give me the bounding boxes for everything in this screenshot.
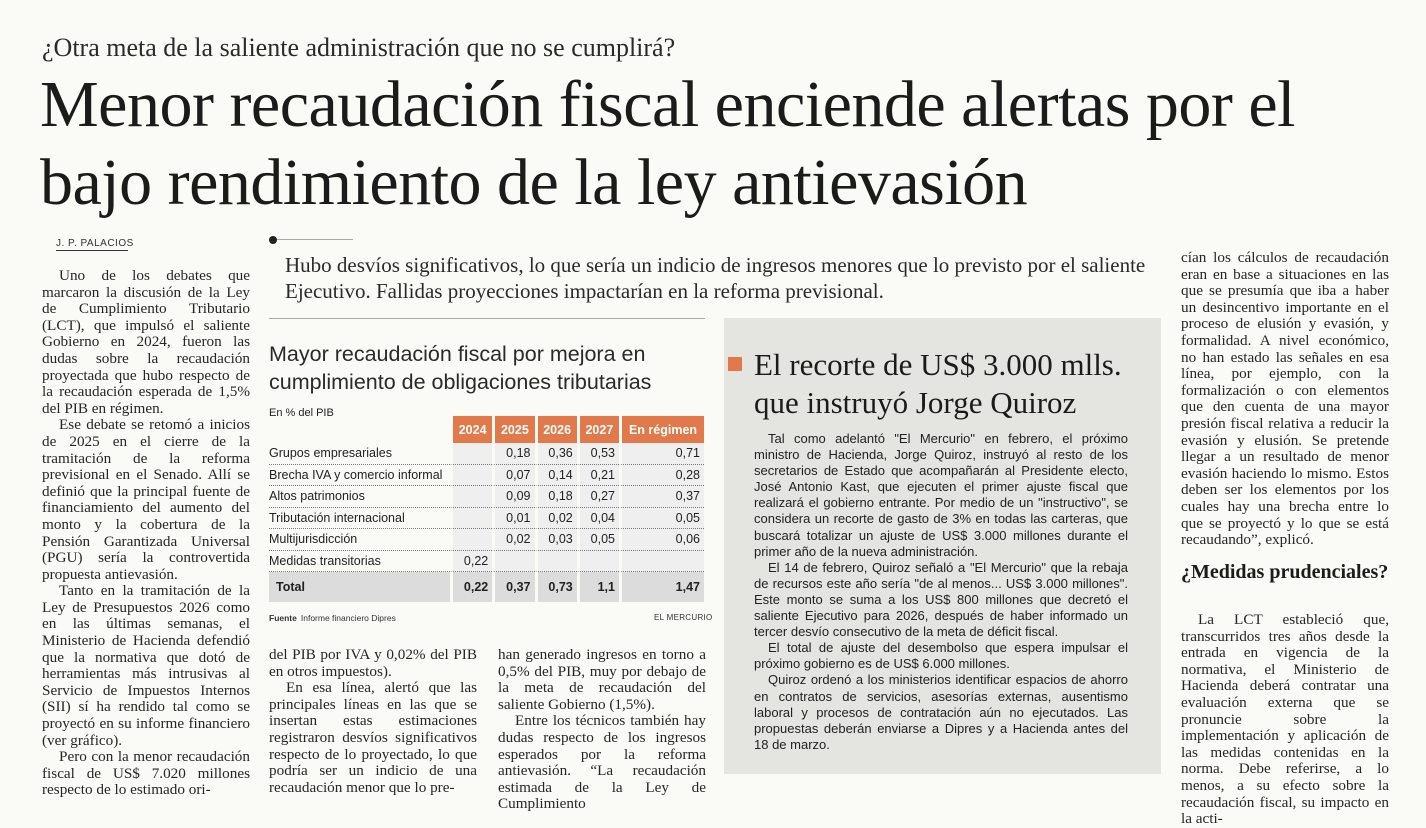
table-cell: 0,27 — [577, 486, 619, 508]
article-kicker: ¿Otra meta de la saliente administración que no se cumplirá? — [42, 33, 676, 62]
article-lead: Hubo desvíos significativos, lo que sería un indicio de ingresos menores que lo previsto por el saliente Ejecutivo. Fallidas proyecciones impactarían en la reforma previsional. — [285, 253, 1146, 303]
paragraph: cían los cálculos de recaudación eran en base a situaciones en las que se presumía que iba a haber un desincentivo importante en el proceso de elusión y evasión, y formalidad. A nivel económico, no han estado las señales en esa línea, por ejemplo, con la formalización o con elementos que den cuenta de una mayor presión fiscal relativa a reducir la evasión y elusión. Se pretende llegar a un resultado de menor evasión haciendo lo mismo. Estos deben ser los elementos por los cuales hay una brecha entre lo que se proyectó y lo que se está recaudando”, explicó. — [1181, 249, 1389, 549]
table-cell — [619, 551, 704, 573]
body-column-4 — [498, 647, 706, 813]
table-cell: 0,01 — [492, 508, 534, 530]
table-cell: 0,36 — [535, 443, 577, 465]
table-cell — [492, 551, 534, 573]
paragraph: Quiroz ordenó a los ministerios identificar espacios de ahorro en contratos de servicios, asesorías externas, ausentismo laboral y procesos de contratación aún no ejecutados. Las propuestas deberán enviarse a Dipres y a Hacienda antes del 18 de marzo. — [754, 672, 1128, 752]
chart-source — [269, 613, 396, 623]
paragraph: Ese debate se retomó a inicios de 2025 en el cierre de la tramitación de la reforma previsional en el Senado. Allí se definió que la principal fuente de financiamiento del aumento del monto y la cobertura de la Pensión Garantizada Universal (PGU) sería la controvertida propuesta antievasión. — [42, 416, 250, 583]
table-cell — [535, 551, 577, 573]
body-column-6b — [1181, 612, 1389, 828]
total-cell: 1,1 — [577, 572, 619, 602]
table-cell — [450, 443, 492, 465]
table-cell: 0,06 — [619, 529, 704, 551]
table-row — [269, 529, 704, 551]
chart-credit: EL MERCURIO — [654, 613, 713, 622]
square-bullet-icon — [728, 357, 742, 371]
table-cell: 0,37 — [619, 486, 704, 508]
row-label: Brecha IVA y comercio informal — [269, 465, 450, 487]
row-label: Multijurisdicción — [269, 529, 450, 551]
table-header-blank — [269, 416, 450, 443]
row-label: Grupos empresariales — [269, 443, 450, 465]
table-header-cell: 2025 — [492, 416, 534, 443]
table-cell — [450, 486, 492, 508]
paragraph: Pero con la menor recaudación fiscal de US$ 7.020 millones respecto de lo estimado ori- — [42, 748, 250, 799]
paragraph: Tanto en la tramitación de la Ley de Presupuestos 2026 como en las últimas semanas, el Ministerio de Hacienda defendió que la normativa que dotó de herramientas más intrusivas al Servicio de Impuestos Internos (SII) sí ha rendido tal como se proyectó en su informe financiero (ver gráfico). — [42, 582, 250, 749]
table-cell: 0,18 — [535, 486, 577, 508]
article-headline: Menor recaudación fiscal enciende alertas por el bajo rendimiento de la ley antievasión — [40, 68, 1296, 219]
table-row — [269, 508, 704, 530]
table-cell — [450, 508, 492, 530]
table-cell: 0,18 — [492, 443, 534, 465]
table-cell: 0,09 — [492, 486, 534, 508]
row-label: Tributación internacional — [269, 508, 450, 530]
lead-divider — [277, 239, 353, 240]
table-cell: 0,21 — [577, 465, 619, 487]
paragraph: han generado ingresos en torno a 0,5% del PIB, muy por debajo de la meta de recaudación del saliente Gobierno (1,5%). — [498, 646, 706, 713]
table-row — [269, 551, 704, 573]
table-cell: 0,03 — [535, 529, 577, 551]
paragraph: El total de ajuste del desembolso que espera impulsar el próximo gobierno es de US$ 6.000 millones. — [754, 640, 1128, 672]
table-cell: 0,07 — [492, 465, 534, 487]
paragraph: Tal como adelantó "El Mercurio" en febrero, el próximo ministro de Hacienda, Jorge Quiroz, instruyó al resto de los secretarios de Estado que acompañarán al Presidente electo, José Antonio Kast, que ejecuten el primer ajuste fiscal que realizará el gobierno entrante. Por medio de un "instructivo", se considera un recorte de gasto de 3% en todas las carteras, que buscará totalizar un ajuste de US$ 3.000 millones durante el primer año de la nueva administración. — [754, 431, 1128, 559]
byline: J. P. PALACIOS — [56, 238, 134, 249]
data-table — [269, 416, 704, 602]
table-row — [269, 486, 704, 508]
table-cell — [577, 551, 619, 573]
source-label: Fuente — [269, 613, 297, 623]
chart-title: Mayor recaudación fiscal por mejora en cumplimiento de obligaciones tributarias — [269, 342, 652, 394]
table-header-cell: 2024 — [450, 416, 492, 443]
chart-unit: En % del PIB — [269, 407, 334, 419]
lead-bottom-rule — [269, 318, 705, 319]
paragraph: La LCT estableció que, transcurridos tres años desde la entrada en vigencia de la normativa, el Ministerio de Hacienda deberá contratar una evaluación externa que se pronuncie sobre la implementación y aplicación de las medidas contenidas en la norma. Debe referirse, a lo menos, a su efecto sobre la recaudación fiscal, su impacto en la acti- — [1181, 611, 1389, 828]
table-cell: 0,22 — [450, 551, 492, 573]
table-row — [269, 443, 704, 465]
source-text: Informe financiero Dipres — [300, 613, 396, 623]
table-total-row — [269, 572, 704, 602]
table-row — [269, 465, 704, 487]
total-cell: 1,47 — [619, 572, 704, 602]
row-label: Medidas transitorias — [269, 551, 450, 573]
body-column-1 — [42, 268, 250, 799]
paragraph: Uno de los debates que marcaron la discusión de la Ley de Cumplimiento Tributario (LCT), que impulsó el saliente Gobierno en 2024, fueron las dudas sobre la recaudación proyectada que hubo respecto de la recaudación esperada de 1,5% del PIB en régimen. — [42, 267, 250, 417]
table-cell: 0,04 — [577, 508, 619, 530]
total-cell: 0,73 — [535, 572, 577, 602]
table-cell: 0,28 — [619, 465, 704, 487]
table-cell: 0,05 — [619, 508, 704, 530]
table-cell: 0,02 — [535, 508, 577, 530]
sidebar-box-text — [754, 431, 1128, 753]
body-column-6 — [1181, 250, 1389, 549]
total-cell: 0,22 — [450, 572, 492, 602]
table-cell: 0,53 — [577, 443, 619, 465]
table-cell: 0,05 — [577, 529, 619, 551]
table-cell: 0,14 — [535, 465, 577, 487]
paragraph: Entre los técnicos también hay dudas respecto de los ingresos esperados por la reforma antievasión. “La recaudación estimada de la Ley de Cumplimiento — [498, 712, 706, 813]
total-cell: 0,37 — [492, 572, 534, 602]
table-cell — [450, 529, 492, 551]
table-header-row — [269, 416, 704, 443]
body-column-3 — [269, 647, 477, 796]
table-cell — [450, 465, 492, 487]
byline-rule — [56, 250, 128, 251]
section-subhead: ¿Medidas prudenciales? — [1181, 561, 1389, 583]
sidebar-box-title: El recorte de US$ 3.000 mlls. que instruyó Jorge Quiroz — [754, 347, 1122, 420]
table-header-cell: 2027 — [577, 416, 619, 443]
table-cell: 0,71 — [619, 443, 704, 465]
total-label: Total — [269, 572, 450, 602]
row-label: Altos patrimonios — [269, 486, 450, 508]
paragraph: del PIB por IVA y 0,02% del PIB en otros impuestos). — [269, 646, 477, 680]
paragraph: El 14 de febrero, Quiroz señaló a "El Mercurio" que la rebaja de recursos este año sería "de al menos... US$ 3.000 millones". Este monto se suma a los US$ 800 millones que decretó el saliente Ejecutivo para 2026, después de haber informado un tercer desvío consecutivo de la meta de déficit fiscal. — [754, 559, 1128, 640]
paragraph: En esa línea, alertó que las principales líneas en las que se insertan estas estimaciones registraron desvíos significativos respecto de lo proyectado, lo que podría ser un indicio de una recaudación menor que lo pre- — [269, 679, 477, 796]
table-header-cell: En régimen — [619, 416, 704, 443]
lead-bullet-icon — [269, 236, 277, 244]
table-header-cell: 2026 — [535, 416, 577, 443]
table-cell: 0,02 — [492, 529, 534, 551]
